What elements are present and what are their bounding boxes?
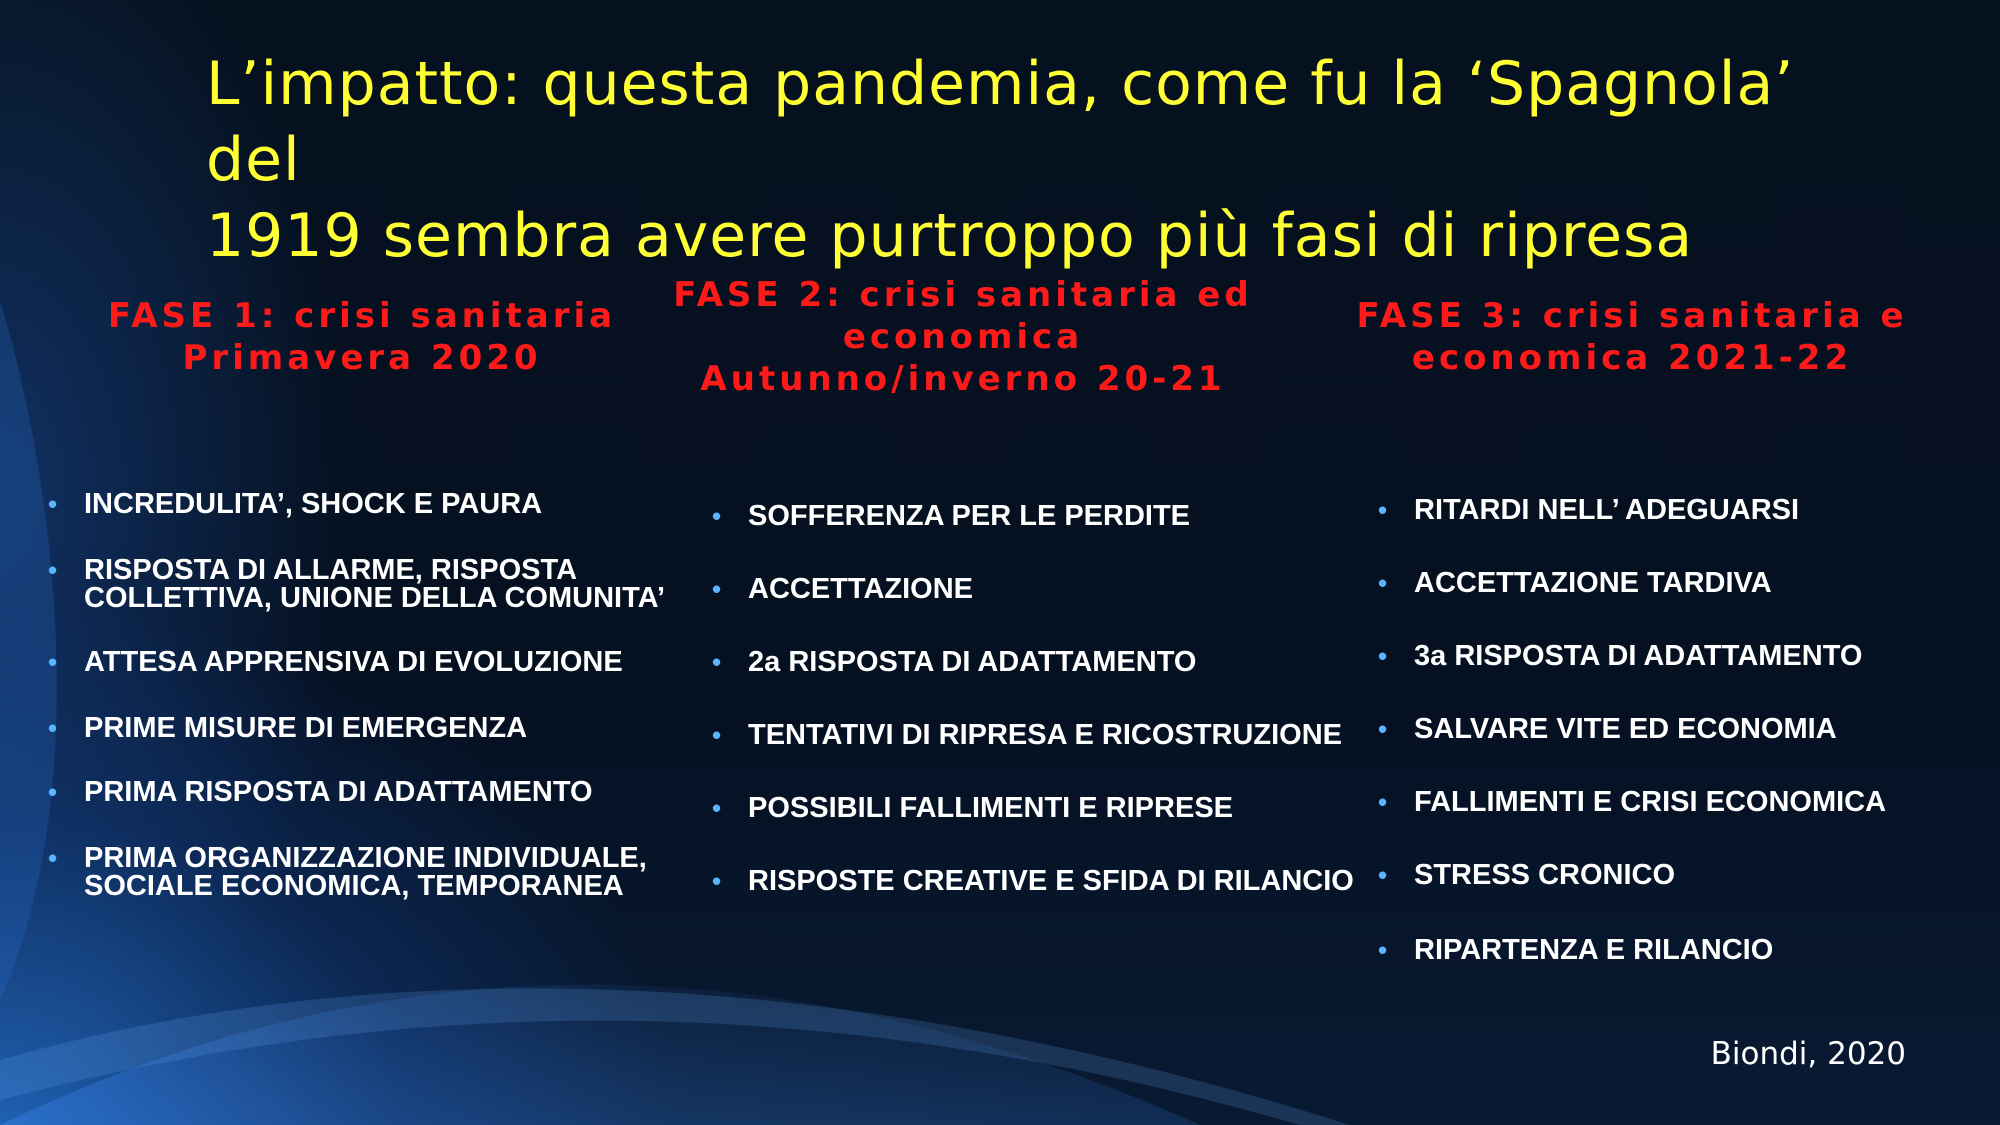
list-item-text: 3a RISPOSTA DI ADATTAMENTO [1414, 640, 1863, 672]
phase-2-heading-line-3: Autunno/inverno 20-21 [700, 359, 1226, 399]
bullet-icon: • [48, 647, 58, 677]
list-item [1378, 788, 1978, 816]
bullet-icon: • [712, 866, 722, 896]
bullet-icon: • [48, 777, 58, 807]
title-line-2: 1919 sembra avere purtroppo più fasi di ripresa [206, 201, 1694, 271]
list-item [712, 867, 1392, 895]
phase-1-heading-line-1: FASE 1: crisi sanitaria [107, 296, 617, 336]
list-item-text: PRIMA RISPOSTA DI ADATTAMENTO [84, 776, 593, 808]
list-item [712, 794, 1392, 822]
list-item [1378, 936, 1978, 964]
list-item [48, 648, 708, 676]
phase-3-heading [1352, 295, 1912, 379]
title-line-1: L’impatto: questa pandemia, come fu la ‘Spagnola’ del [206, 49, 1795, 195]
list-item-text: POSSIBILI FALLIMENTI E RIPRESE [748, 792, 1233, 824]
list-item [712, 575, 1392, 603]
bullet-icon: • [1378, 935, 1388, 965]
bullet-icon: • [712, 501, 722, 531]
bullet-icon: • [48, 555, 58, 585]
list-item [48, 556, 708, 612]
list-item-text: PRIMA ORGANIZZAZIONE INDIVIDUALE, SOCIALE ECONOMICA, TEMPORANEA [84, 842, 647, 902]
list-item-text: STRESS CRONICO [1414, 859, 1676, 891]
list-item [48, 490, 708, 518]
bullet-icon: • [1378, 495, 1388, 525]
phase-1-heading-line-2: Primavera 2020 [182, 338, 542, 378]
list-item-text: ATTESA APPRENSIVA DI EVOLUZIONE [84, 646, 623, 678]
list-item [1378, 642, 1978, 670]
phase-2-heading [668, 274, 1258, 400]
bullet-icon: • [712, 647, 722, 677]
list-item-text: ACCETTAZIONE [748, 573, 974, 605]
list-item-text: PRIME MISURE DI EMERGENZA [84, 712, 528, 744]
list-item-text: 2a RISPOSTA DI ADATTAMENTO [748, 646, 1197, 678]
bullet-icon: • [1378, 568, 1388, 598]
list-item-text: FALLIMENTI E CRISI ECONOMICA [1414, 786, 1887, 818]
bullet-icon: • [48, 843, 58, 873]
bullet-icon: • [48, 713, 58, 743]
list-item-text: RISPOSTA DI ALLARME, RISPOSTA COLLETTIVA, UNIONE DELLA COMUNITA’ [84, 554, 666, 614]
bullet-icon: • [712, 720, 722, 750]
list-item [712, 721, 1392, 749]
bullet-icon: • [712, 793, 722, 823]
list-item [1378, 496, 1978, 524]
bullet-icon: • [1378, 641, 1388, 671]
list-item [712, 648, 1392, 676]
list-item [1378, 861, 1978, 889]
source-credit: Biondi, 2020 [1710, 1036, 1906, 1072]
list-item [1378, 569, 1978, 597]
phase-2-heading-line-1: FASE 2: crisi sanitaria ed [673, 275, 1253, 315]
bullet-icon: • [1378, 714, 1388, 744]
list-item-text: RITARDI NELL’ ADEGUARSI [1414, 494, 1800, 526]
list-item-text: INCREDULITA’, SHOCK E PAURA [84, 488, 543, 520]
bullet-icon: • [712, 574, 722, 604]
list-item-text: SALVARE VITE ED ECONOMIA [1414, 713, 1837, 745]
list-item-text: ACCETTAZIONE TARDIVA [1414, 567, 1772, 599]
list-item-text: SOFFERENZA PER LE PERDITE [748, 500, 1191, 532]
bullet-icon: • [48, 489, 58, 519]
list-item [48, 844, 708, 900]
bullet-icon: • [1378, 787, 1388, 817]
list-item-text: RISPOSTE CREATIVE E SFIDA DI RILANCIO [748, 865, 1354, 897]
bullet-icon: • [1378, 860, 1388, 890]
phase-3-heading-line-2: economica 2021-22 [1411, 338, 1853, 378]
list-item [1378, 715, 1978, 743]
phase-1-heading [100, 295, 624, 379]
list-item [48, 778, 708, 806]
phase-2-heading-line-2: economica [842, 317, 1084, 357]
list-item-text: TENTATIVI DI RIPRESA E RICOSTRUZIONE [748, 719, 1342, 751]
phase-3-heading-line-1: FASE 3: crisi sanitaria e [1356, 296, 1908, 336]
slide-title [206, 46, 1906, 274]
list-item [48, 714, 708, 742]
list-item [712, 502, 1392, 530]
list-item-text: RIPARTENZA E RILANCIO [1414, 934, 1774, 966]
